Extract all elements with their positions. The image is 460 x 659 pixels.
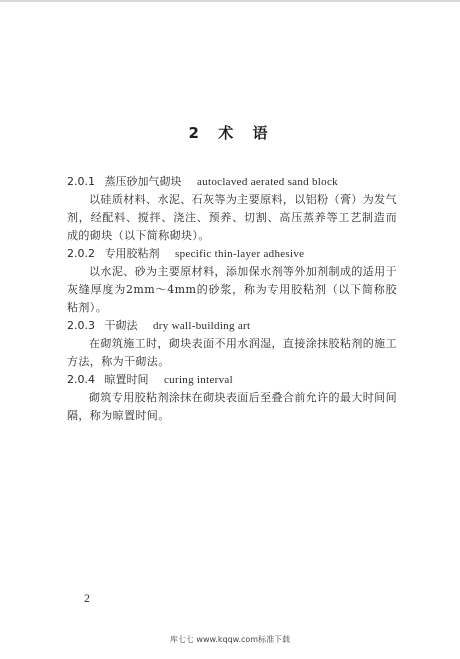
term-2-0-4 bbox=[67, 371, 397, 425]
term-definition: 砌筑专用胶粘剂涂抹在砌块表面后至叠合前允许的最大时间间隔，称为晾置时间。 bbox=[67, 391, 397, 422]
term-english: autoclaved aerated sand block bbox=[197, 176, 338, 188]
term-chinese: 专用胶粘剂 bbox=[104, 247, 160, 260]
term-english: specific thin-layer adhesive bbox=[175, 248, 305, 260]
term-english: curing interval bbox=[164, 374, 233, 386]
chapter-title-char-1: 术 bbox=[218, 124, 238, 142]
term-definition: 以水泥、砂为主要原材料，添加保水剂等外加剂制成的适用于灰缝厚度为2mm～4mm的砂浆，称为专用胶粘剂（以下简称胶粘剂）。 bbox=[67, 265, 397, 314]
term-definition: 在砌筑施工时，砌块表面不用水润湿，直接涂抹胶粘剂的施工方法，称为干砌法。 bbox=[67, 337, 397, 368]
term-2-0-2 bbox=[67, 245, 397, 317]
chapter-number: 2 bbox=[188, 124, 203, 142]
term-number: 2.0.3 bbox=[67, 319, 95, 332]
term-heading bbox=[67, 173, 397, 191]
chapter-title bbox=[0, 122, 460, 143]
term-chinese: 蒸压砂加气砌块 bbox=[104, 175, 182, 188]
term-heading bbox=[67, 317, 397, 335]
page-top-edge bbox=[0, 0, 460, 2]
term-number: 2.0.4 bbox=[67, 373, 95, 386]
term-heading bbox=[67, 371, 397, 389]
term-2-0-1 bbox=[67, 173, 397, 245]
terms-content bbox=[67, 173, 397, 425]
term-number: 2.0.1 bbox=[67, 175, 95, 188]
footer-watermark: 库七七 www.kqqw.com标准下载 bbox=[169, 635, 291, 644]
chapter-title-char-2: 语 bbox=[252, 124, 272, 142]
term-definition: 以硅质材料、水泥、石灰等为主要原料，以铝粉（膏）为发气剂，经配料、搅拌、浇注、预养、切割、高压蒸养等工艺制造而成的砌块（以下简称砌块）。 bbox=[67, 193, 397, 242]
term-chinese: 晾置时间 bbox=[104, 373, 149, 386]
term-chinese: 干砌法 bbox=[104, 319, 138, 332]
term-number: 2.0.2 bbox=[67, 247, 95, 260]
page-number: 2 bbox=[84, 591, 90, 605]
term-heading bbox=[67, 245, 397, 263]
term-english: dry wall-building art bbox=[153, 320, 251, 332]
term-2-0-3 bbox=[67, 317, 397, 371]
